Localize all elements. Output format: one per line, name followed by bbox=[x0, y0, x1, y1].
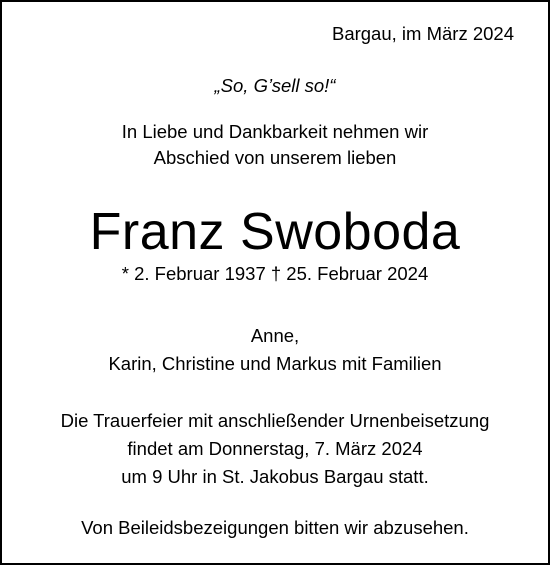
place-date: Bargau, im März 2024 bbox=[331, 23, 514, 44]
deceased-name: Franz Swoboda bbox=[89, 203, 461, 261]
closing-note: Von Beileidsbezeigungen bitten wir abzusehen. bbox=[81, 517, 469, 538]
mourners-line-1: Anne, bbox=[250, 325, 300, 346]
intro-line-1: In Liebe und Dankbarkeit nehmen wir bbox=[121, 121, 429, 142]
motto-quote: „So, G’sell so!“ bbox=[214, 75, 336, 96]
funeral-line-1: Die Trauerfeier mit anschließender Urnenbeisetzung bbox=[60, 410, 490, 431]
intro-line-2: Abschied von unserem lieben bbox=[153, 147, 397, 168]
funeral-line-3: um 9 Uhr in St. Jakobus Bargau statt. bbox=[121, 466, 429, 487]
life-dates: * 2. Februar 1937 † 25. Februar 2024 bbox=[121, 263, 429, 284]
funeral-line-2: findet am Donnerstag, 7. März 2024 bbox=[127, 438, 423, 459]
mourners-line-2: Karin, Christine und Markus mit Familien bbox=[108, 353, 442, 374]
